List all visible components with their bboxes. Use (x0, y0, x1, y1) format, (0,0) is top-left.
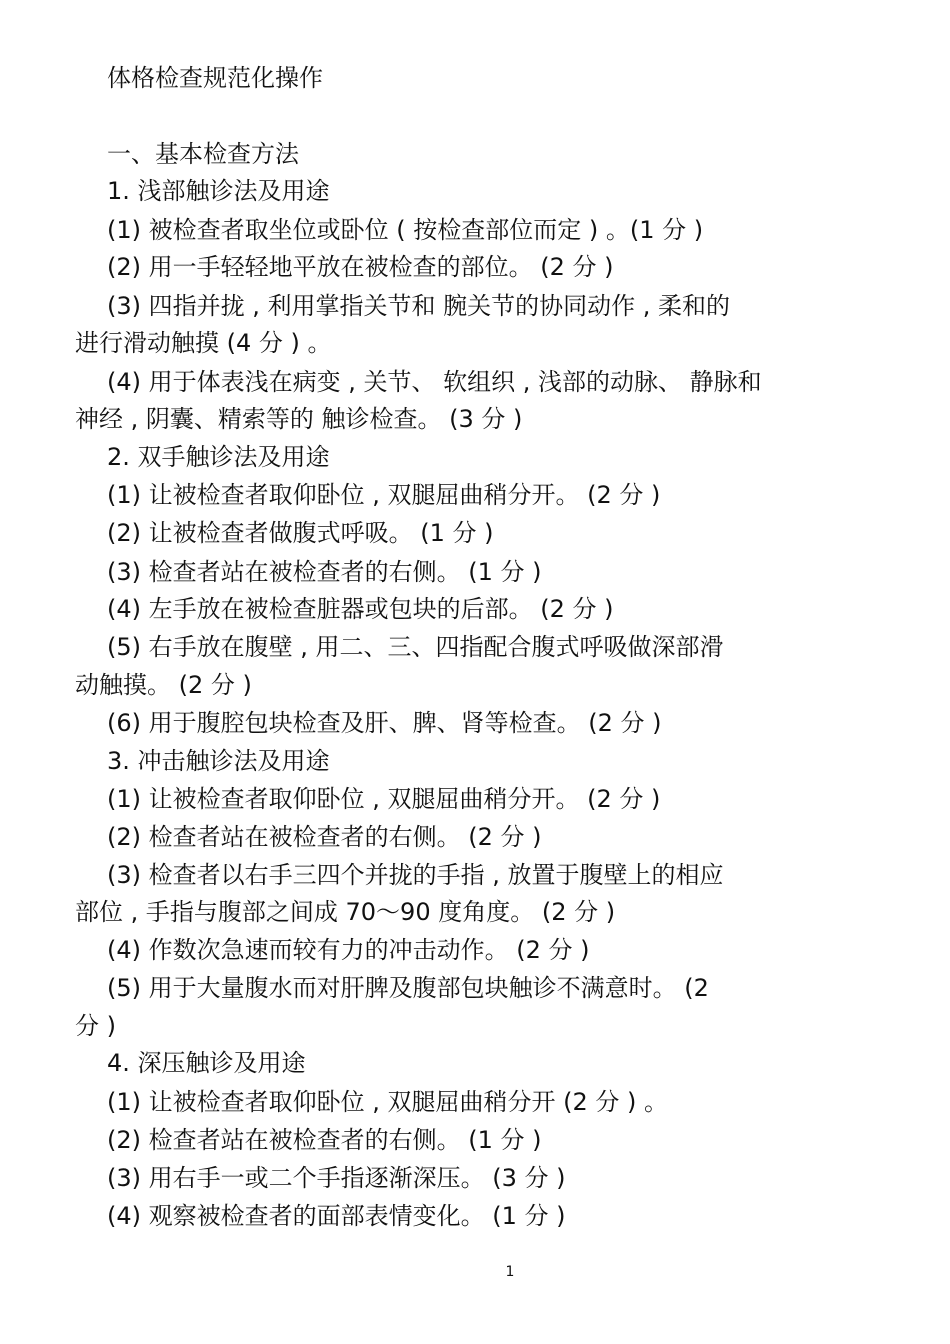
list-item-continuation: 部位 , 手指与腹部之间成 70～90 度角度。 (2 分 ) (75, 898, 616, 926)
list-item: (5) 右手放在腹壁 , 用二、三、四指配合腹式呼吸做深部滑 (107, 633, 724, 661)
subsection-heading: 2. 双手触诊法及用途 (107, 443, 330, 471)
list-item-continuation: 动触摸。 (2 分 ) (75, 671, 252, 699)
list-item: (4) 左手放在被检查脏器或包块的后部。 (2 分 ) (107, 595, 614, 623)
list-item: (4) 观察被检查者的面部表情变化。 (1 分 ) (107, 1202, 566, 1230)
list-item: (3) 检查者站在被检查者的右侧。 (1 分 ) (107, 558, 542, 586)
subsection-heading: 3. 冲击触诊法及用途 (107, 747, 330, 775)
list-item: (1) 让被检查者取仰卧位 , 双腿屈曲稍分开。 (2 分 ) (107, 481, 661, 509)
list-item: (2) 让被检查者做腹式呼吸。 (1 分 ) (107, 519, 494, 547)
list-item: (3) 检查者以右手三四个并拢的手指 , 放置于腹壁上的相应 (107, 861, 724, 889)
subsection-heading: 4. 深压触诊及用途 (107, 1049, 306, 1077)
list-item: (4) 作数次急速而较有力的冲击动作。 (2 分 ) (107, 936, 590, 964)
list-item-continuation: 分 ) (75, 1012, 116, 1040)
list-item: (5) 用于大量腹水而对肝脾及腹部包块触诊不满意时。 (2 (107, 974, 709, 1002)
list-item-continuation: 进行滑动触摸 (4 分 ) 。 (75, 329, 332, 357)
subsection-heading: 1. 浅部触诊法及用途 (107, 177, 330, 205)
list-item: (1) 被检查者取坐位或卧位 ( 按检查部位而定 ) 。(1 分 ) (107, 216, 704, 244)
list-item: (1) 让被检查者取仰卧位 , 双腿屈曲稍分开。 (2 分 ) (107, 785, 661, 813)
document-title: 体格检查规范化操作 (107, 64, 323, 92)
list-item: (2) 检查者站在被检查者的右侧。 (1 分 ) (107, 1126, 542, 1154)
list-item: (6) 用于腹腔包块检查及肝、脾、肾等检查。 (2 分 ) (107, 709, 662, 737)
list-item-continuation: 神经 , 阴囊、精索等的 触诊检查。 (3 分 ) (75, 405, 523, 433)
section-heading: 一、基本检查方法 (107, 140, 299, 168)
list-item: (2) 检查者站在被检查者的右侧。 (2 分 ) (107, 823, 542, 851)
list-item: (1) 让被检查者取仰卧位 , 双腿屈曲稍分开 (2 分 ) 。 (107, 1088, 669, 1116)
list-item: (3) 四指并拢 , 利用掌指关节和 腕关节的协同动作 , 柔和的 (107, 292, 731, 320)
list-item: (4) 用于体表浅在病变 , 关节、 软组织 , 浅部的动脉、 静脉和 (107, 368, 762, 396)
page-number: 1 (505, 1264, 515, 1280)
list-item: (3) 用右手一或二个手指逐渐深压。 (3 分 ) (107, 1164, 566, 1192)
list-item: (2) 用一手轻轻地平放在被检查的部位。 (2 分 ) (107, 253, 614, 281)
